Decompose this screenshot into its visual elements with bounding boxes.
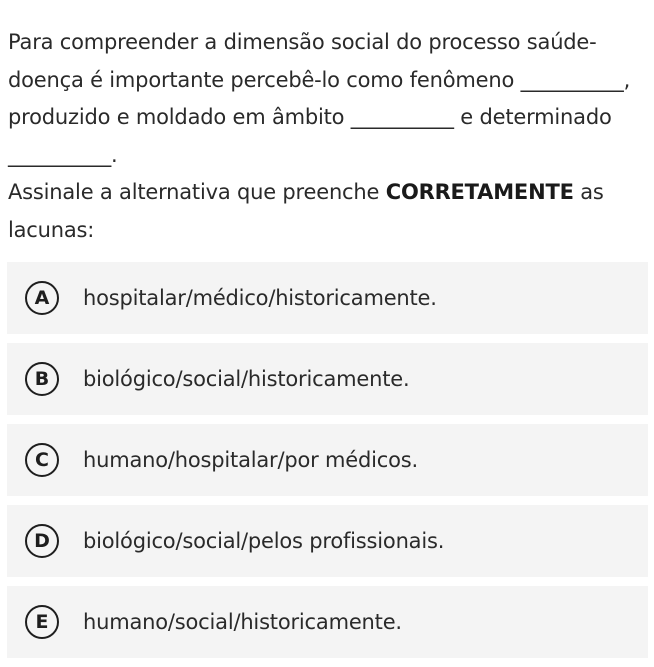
option-e[interactable]	[7, 586, 648, 658]
option-text: biológico/social/pelos profissionais.	[83, 529, 445, 553]
question-statement	[8, 24, 638, 249]
option-a[interactable]	[7, 262, 648, 334]
blank-3: __________	[8, 142, 112, 167]
option-letter-badge: C	[25, 443, 59, 477]
option-text: humano/hospitalar/por médicos.	[83, 448, 418, 472]
option-letter-badge: E	[25, 605, 59, 639]
blank-1: __________	[520, 67, 624, 92]
option-letter-badge: D	[25, 524, 59, 558]
option-letter-badge: A	[25, 281, 59, 315]
option-letter-badge: B	[25, 362, 59, 396]
blank-2: __________	[350, 105, 454, 129]
instruction-bold: CORRETAMENTE	[385, 180, 574, 204]
instruction-pre: Assinale a alternativa que preenche	[8, 180, 380, 204]
option-b[interactable]	[7, 343, 648, 415]
option-text: biológico/social/historicamente.	[83, 367, 410, 391]
question-mid-2: e determinado	[460, 105, 612, 129]
question-text	[8, 24, 638, 174]
option-text: hospitalar/médico/historicamente.	[83, 286, 437, 310]
option-c[interactable]	[7, 424, 648, 496]
option-d[interactable]	[7, 505, 648, 577]
answer-options	[7, 262, 648, 667]
question-mid-1: , produzido e moldado em âmbito	[8, 67, 631, 129]
question-line-1: Para compreender a dimensão social do processo saúde-doença é importante percebê-lo como fenômeno	[8, 30, 597, 92]
question-end: .	[111, 142, 118, 167]
question-instruction	[8, 174, 638, 249]
option-text: humano/social/historicamente.	[83, 610, 402, 634]
instruction-post: as lacunas:	[8, 180, 604, 242]
